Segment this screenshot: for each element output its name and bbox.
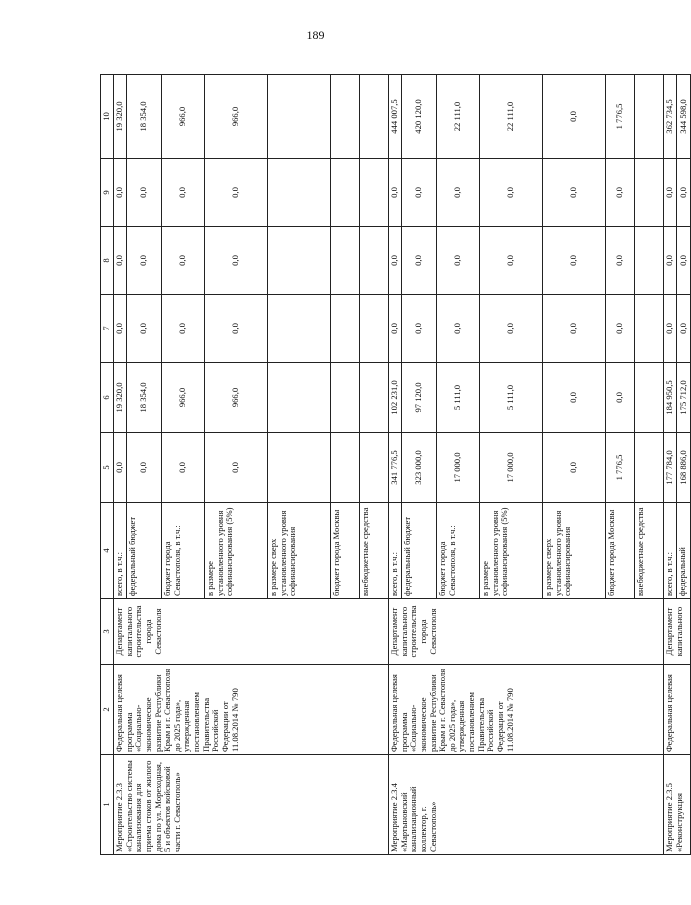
- value-cell: 0,0: [205, 159, 268, 227]
- value-cell: [268, 295, 331, 363]
- value-cell: [331, 75, 360, 159]
- value-cell: [331, 433, 360, 503]
- value-cell: 0,0: [162, 295, 205, 363]
- table-row: [389, 75, 402, 855]
- value-cell: 420 120,0: [402, 75, 437, 159]
- value-cell: 17 000,0: [437, 433, 480, 503]
- header-cell: 6: [101, 363, 114, 433]
- program-cell: Федеральная целевая: [664, 665, 691, 755]
- value-cell: 0,0: [480, 227, 543, 295]
- source-cell: бюджет города Севастополя, в т.ч.:: [437, 503, 480, 599]
- value-cell: 0,0: [543, 295, 606, 363]
- value-cell: 0,0: [205, 433, 268, 503]
- table-row: [664, 75, 677, 855]
- value-cell: 0,0: [127, 433, 162, 503]
- value-cell: 0,0: [437, 227, 480, 295]
- source-cell: внебюджетные средства: [360, 503, 389, 599]
- value-cell: [360, 159, 389, 227]
- source-cell: внебюджетные средства: [635, 503, 664, 599]
- value-cell: 341 776,5: [389, 433, 402, 503]
- measure-cell: Мероприятие 2.3.3 «Строительство системы канализования для приема стоков от жилого дома по ул. Мореходная, 5 и объектов войсковой части г. Севастополь»: [114, 755, 389, 855]
- program-cell: Федеральная целевая программа «Социально-экономическое развитие Республики Крым и г. Севастополя до 2025 года», утвержденная постановлением Правительства Российской Федерации от 11.08.2014 № 790: [389, 665, 664, 755]
- value-cell: 184 950,5: [664, 363, 677, 433]
- value-cell: [360, 227, 389, 295]
- value-cell: [268, 75, 331, 159]
- value-cell: 0,0: [664, 159, 677, 227]
- source-cell: бюджет города Москвы: [331, 503, 360, 599]
- rotated-table-container: [100, 75, 688, 855]
- executor-cell: Департамент капитального строительства города Севастополя: [114, 599, 389, 665]
- source-cell: всего, в т.ч.:: [664, 503, 677, 599]
- measure-cell: Мероприятие 2.3.5 «Реконструкция: [664, 755, 691, 855]
- value-cell: 0,0: [389, 159, 402, 227]
- value-cell: 0,0: [389, 295, 402, 363]
- header-cell: 5: [101, 433, 114, 503]
- source-cell: в размере сверх установленного уровня софинансирования: [543, 503, 606, 599]
- value-cell: 19 320,0: [114, 75, 127, 159]
- value-cell: 0,0: [543, 159, 606, 227]
- value-cell: 97 120,0: [402, 363, 437, 433]
- value-cell: [331, 159, 360, 227]
- value-cell: 0,0: [664, 295, 677, 363]
- value-cell: [268, 433, 331, 503]
- source-cell: бюджет города Москвы: [606, 503, 635, 599]
- value-cell: 1 776,5: [606, 75, 635, 159]
- header-cell: 1: [101, 755, 114, 855]
- source-cell: федеральный бюджет: [402, 503, 437, 599]
- value-cell: 0,0: [606, 159, 635, 227]
- page-number: 189: [306, 28, 325, 42]
- value-cell: [268, 227, 331, 295]
- value-cell: 0,0: [162, 227, 205, 295]
- value-cell: 0,0: [114, 159, 127, 227]
- value-cell: 344 598,0: [677, 75, 691, 159]
- header-cell: 2: [101, 665, 114, 755]
- value-cell: 0,0: [389, 227, 402, 295]
- header-cell: 4: [101, 503, 114, 599]
- source-cell: в размере установленного уровня софинансирования (5%): [480, 503, 543, 599]
- source-cell: в размере сверх установленного уровня софинансирования: [268, 503, 331, 599]
- value-cell: [268, 363, 331, 433]
- value-cell: [635, 75, 664, 159]
- value-cell: 0,0: [606, 363, 635, 433]
- value-cell: 0,0: [543, 363, 606, 433]
- value-cell: 19 320,0: [114, 363, 127, 433]
- value-cell: 323 000,0: [402, 433, 437, 503]
- value-cell: 966,0: [205, 75, 268, 159]
- value-cell: 18 354,0: [127, 363, 162, 433]
- value-cell: 0,0: [205, 295, 268, 363]
- value-cell: 1 776,5: [606, 433, 635, 503]
- value-cell: 966,0: [205, 363, 268, 433]
- source-cell: федеральный бюджет: [127, 503, 162, 599]
- value-cell: [360, 295, 389, 363]
- value-cell: [331, 363, 360, 433]
- value-cell: 0,0: [677, 227, 691, 295]
- value-cell: [360, 433, 389, 503]
- source-cell: федеральный: [677, 503, 691, 599]
- source-cell: бюджет города Севастополя, в т.ч.:: [162, 503, 205, 599]
- header-cell: 9: [101, 159, 114, 227]
- value-cell: 966,0: [162, 363, 205, 433]
- header-cell: 10: [101, 75, 114, 159]
- value-cell: 168 886,0: [677, 433, 691, 503]
- value-cell: 444 007,5: [389, 75, 402, 159]
- value-cell: 0,0: [437, 295, 480, 363]
- value-cell: 966,0: [162, 75, 205, 159]
- value-cell: 0,0: [677, 159, 691, 227]
- value-cell: 0,0: [205, 227, 268, 295]
- value-cell: 0,0: [114, 227, 127, 295]
- value-cell: 0,0: [606, 227, 635, 295]
- value-cell: 0,0: [677, 295, 691, 363]
- value-cell: [635, 433, 664, 503]
- value-cell: 362 734,5: [664, 75, 677, 159]
- value-cell: 5 111,0: [437, 363, 480, 433]
- header-cell: 8: [101, 227, 114, 295]
- value-cell: [635, 159, 664, 227]
- header-cell: 3: [101, 599, 114, 665]
- value-cell: 0,0: [162, 433, 205, 503]
- header-row: [101, 75, 114, 855]
- value-cell: 0,0: [437, 159, 480, 227]
- value-cell: 0,0: [606, 295, 635, 363]
- executor-cell: Департамент капитального строительства города Севастополя: [389, 599, 664, 665]
- value-cell: 0,0: [114, 433, 127, 503]
- value-cell: 22 111,0: [437, 75, 480, 159]
- value-cell: 0,0: [402, 227, 437, 295]
- header-cell: 7: [101, 295, 114, 363]
- value-cell: 0,0: [543, 433, 606, 503]
- value-cell: [331, 227, 360, 295]
- value-cell: 22 111,0: [480, 75, 543, 159]
- value-cell: 0,0: [543, 227, 606, 295]
- value-cell: 0,0: [127, 227, 162, 295]
- program-cell: Федеральная целевая программа «Социально-экономическое развитие Республики Крым и г. Севастополя до 2025 года», утвержденная постановлением Правительства Российской Федерации от 11.08.2014 № 790: [114, 665, 389, 755]
- value-cell: 0,0: [162, 159, 205, 227]
- value-cell: [331, 295, 360, 363]
- value-cell: 5 111,0: [480, 363, 543, 433]
- value-cell: [635, 363, 664, 433]
- value-cell: 17 000,0: [480, 433, 543, 503]
- value-cell: 0,0: [402, 295, 437, 363]
- source-cell: всего, в т.ч.:: [389, 503, 402, 599]
- value-cell: [360, 75, 389, 159]
- measure-cell: Мероприятие 2.3.4 «Мартыновский канализационный коллектор, г. Севастополь»: [389, 755, 664, 855]
- value-cell: 102 231,0: [389, 363, 402, 433]
- value-cell: 0,0: [480, 159, 543, 227]
- source-cell: всего, в т.ч.:: [114, 503, 127, 599]
- table-row: [114, 75, 127, 855]
- value-cell: [635, 295, 664, 363]
- value-cell: 0,0: [127, 295, 162, 363]
- executor-cell: Департамент капитального: [664, 599, 691, 665]
- value-cell: 0,0: [664, 227, 677, 295]
- value-cell: 0,0: [402, 159, 437, 227]
- financing-table: [100, 74, 691, 855]
- value-cell: 177 784,0: [664, 433, 677, 503]
- value-cell: [635, 227, 664, 295]
- value-cell: [268, 159, 331, 227]
- value-cell: 175 712,0: [677, 363, 691, 433]
- value-cell: 0,0: [114, 295, 127, 363]
- value-cell: [360, 363, 389, 433]
- value-cell: 0,0: [543, 75, 606, 159]
- source-cell: в размере установленного уровня софинансирования (5%): [205, 503, 268, 599]
- value-cell: 0,0: [127, 159, 162, 227]
- value-cell: 0,0: [480, 295, 543, 363]
- value-cell: 18 354,0: [127, 75, 162, 159]
